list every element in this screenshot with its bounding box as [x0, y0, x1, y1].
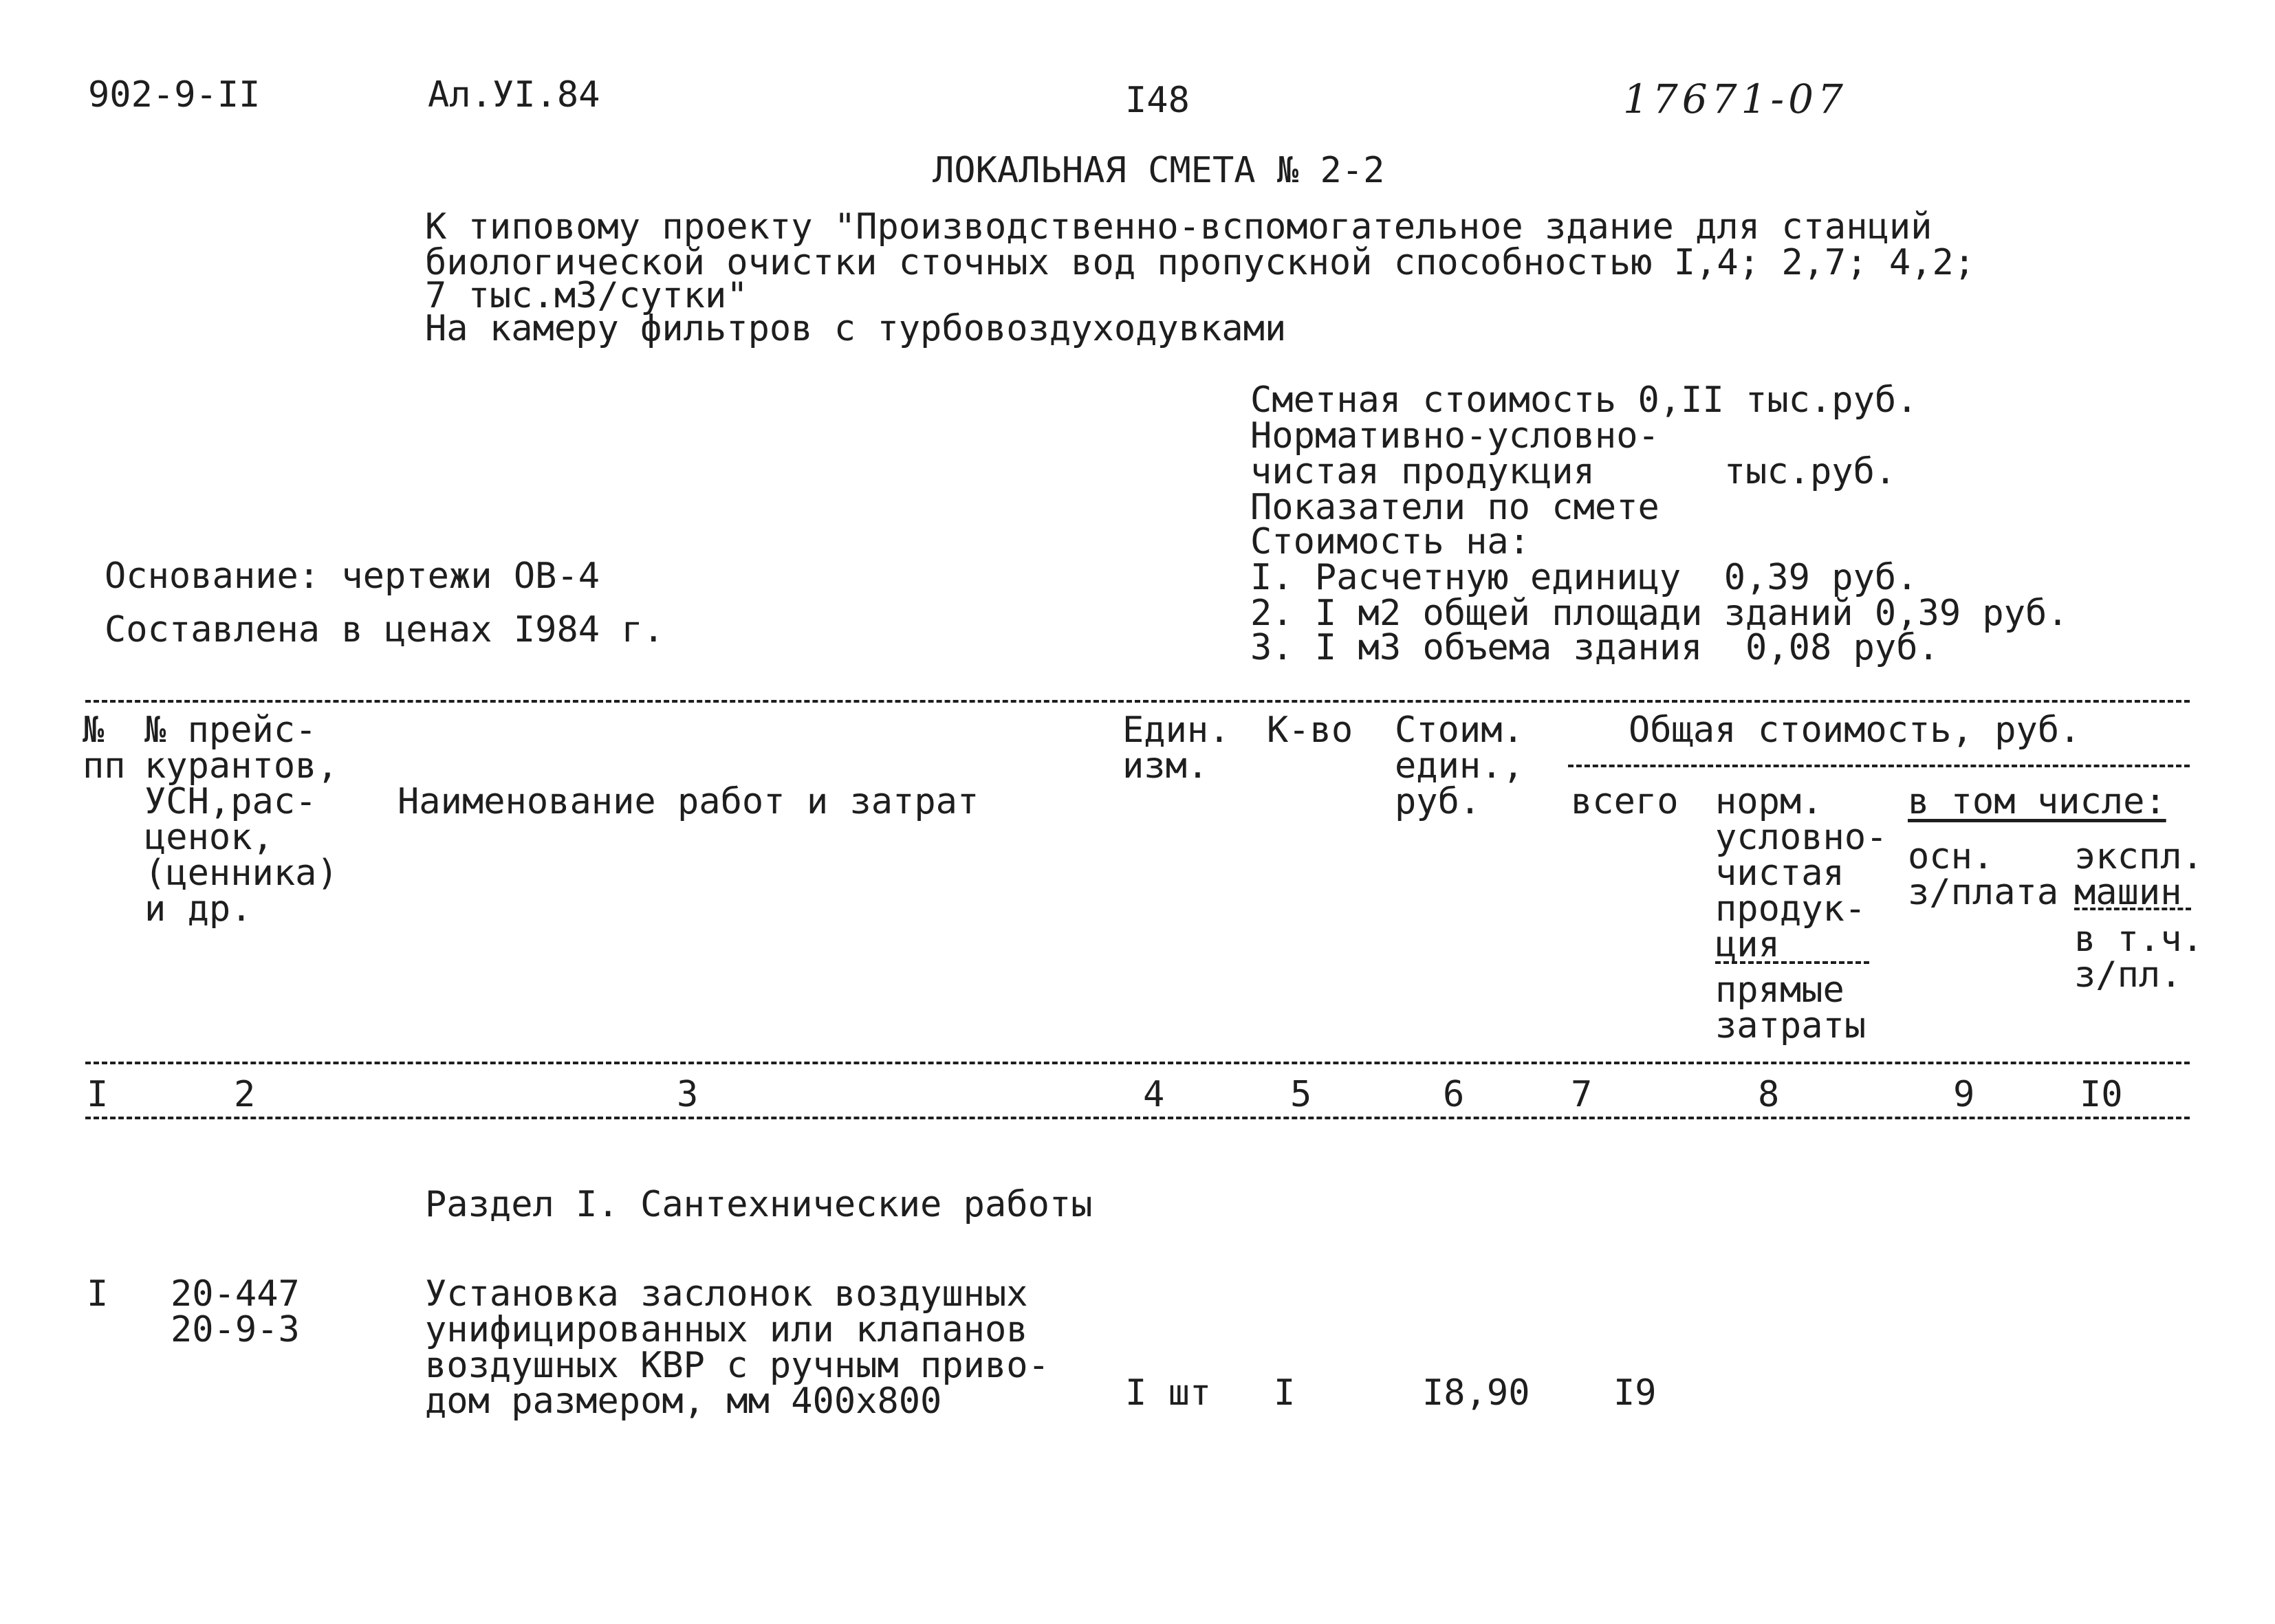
row-1-number: I — [87, 1273, 109, 1315]
column-numbers-rule — [85, 1117, 2190, 1119]
row-1-quantity: I — [1274, 1372, 1296, 1414]
page-number: I48 — [1125, 80, 1190, 121]
summary-line-7: 2. I м2 общей площади зданий 0,39 руб. — [1250, 593, 2069, 634]
project-line-1: К типовому проекту "Производственно-вспомогательное здание для станций — [425, 206, 1933, 248]
header-net-product-rule — [1715, 961, 1869, 964]
summary-line-4: Показатели по смете — [1250, 487, 1659, 528]
page-title: ЛОКАЛЬНАЯ СМЕТА № 2-2 — [933, 150, 1385, 191]
column-number-10: I0 — [2080, 1074, 2123, 1115]
header-including: в том числе: — [1908, 781, 2166, 822]
header-group-rule — [1568, 765, 2190, 767]
summary-line-2: Нормативно-условно- — [1250, 415, 1659, 457]
document-code: 902-9-II — [88, 74, 261, 116]
header-col-quantity: К-во — [1267, 710, 1353, 751]
project-line-3: 7 тыс.м3/сутки" — [425, 275, 748, 316]
header-col-name: Наименование работ и затрат — [398, 781, 979, 822]
column-number-5: 5 — [1290, 1074, 1312, 1115]
header-bottom-rule — [85, 1062, 2190, 1064]
basis-drawings: Основание: чертежи ОВ-4 — [105, 556, 600, 597]
column-number-1: I — [87, 1074, 109, 1115]
header-col-unit: Един. изм. — [1122, 710, 1230, 787]
summary-line-3: чистая продукция тыс.руб. — [1250, 451, 1897, 492]
row-1-unit-cost: I8,90 — [1422, 1372, 1530, 1414]
album-code: Ал.УI.84 — [428, 74, 600, 116]
header-total-group: Общая стоимость, руб. — [1629, 710, 2081, 751]
summary-line-1: Сметная стоимость 0,II тыс.руб. — [1250, 380, 1918, 421]
column-number-4: 4 — [1143, 1074, 1165, 1115]
header-col-total: всего — [1571, 781, 1679, 822]
summary-line-6: I. Расчетную единицу 0,39 руб. — [1250, 557, 1918, 598]
column-number-3: 3 — [677, 1074, 699, 1115]
summary-line-5: Стоимость на: — [1250, 521, 1530, 562]
header-col-net-product: норм. условно- чистая продук- ция — [1715, 781, 1888, 965]
handwritten-stamp: 17671-07 — [1623, 76, 1847, 122]
row-1-total: I9 — [1613, 1372, 1657, 1414]
project-line-4: На камеру фильтров с турбовоздуходувками — [425, 308, 1287, 349]
basis-prices: Составлена в ценах I984 г. — [105, 609, 664, 650]
header-col-number: № пп — [83, 710, 126, 787]
header-col-wages: осн. з/плата — [1908, 836, 2059, 913]
column-number-9: 9 — [1953, 1074, 1975, 1115]
column-number-2: 2 — [234, 1074, 256, 1115]
header-col-machine-wages: в т.ч. з/пл. — [2074, 919, 2203, 996]
row-1-name: Установка заслонок воздушных унифицированных или клапанов воздушных КВР с ручным приво- дом размером, мм 400х800 — [425, 1273, 1049, 1422]
header-machines-rule — [2074, 908, 2191, 910]
column-number-7: 7 — [1571, 1074, 1593, 1115]
column-number-8: 8 — [1758, 1074, 1780, 1115]
row-1-codes: 20-447 20-9-3 — [171, 1273, 300, 1350]
section-heading: Раздел I. Сантехнические работы — [425, 1184, 1093, 1225]
header-col-pricelist: № прейс- курантов, УСН,рас- ценок, (ценника) и др. — [144, 710, 338, 930]
header-col-unit-cost: Стоим. един., руб. — [1395, 710, 1524, 822]
table-top-rule — [85, 700, 2190, 703]
column-number-6: 6 — [1443, 1074, 1465, 1115]
summary-line-8: 3. I м3 объема здания 0,08 руб. — [1250, 627, 1939, 668]
header-col-machines: экспл. машин — [2074, 836, 2203, 913]
project-line-2: биологической очистки сточных вод пропускной способностью I,4; 2,7; 4,2; — [425, 242, 1976, 283]
row-1-unit: I шт — [1125, 1372, 1212, 1414]
header-col-direct-costs: прямые затраты — [1715, 969, 1866, 1046]
